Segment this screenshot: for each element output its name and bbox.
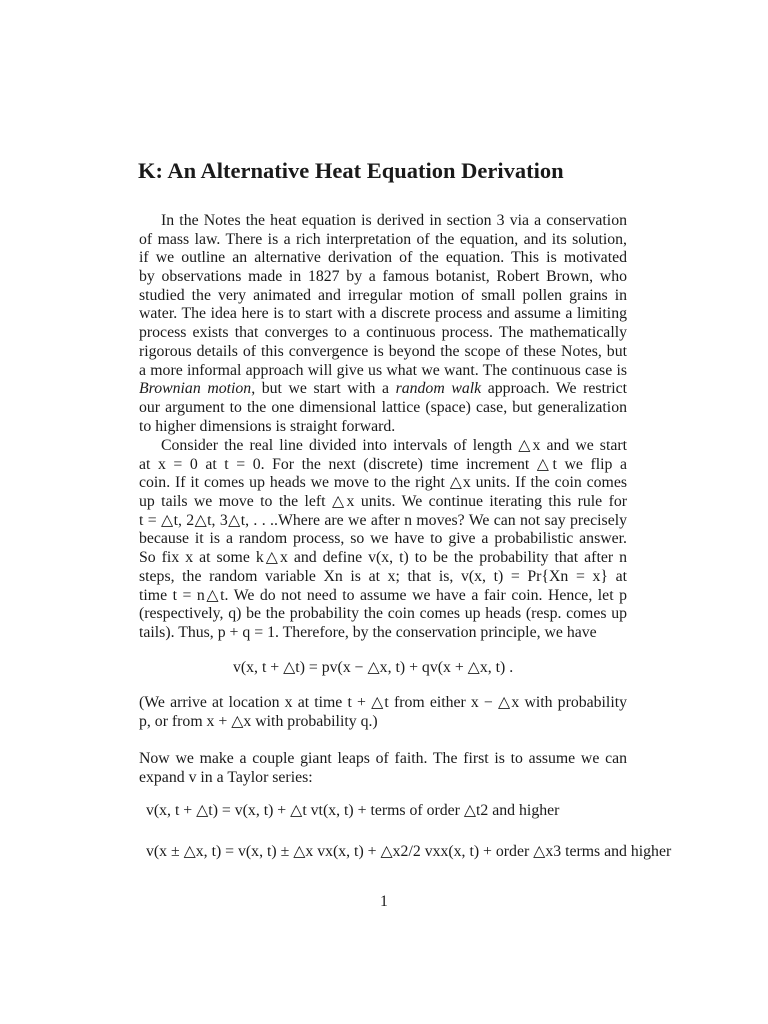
equation-taylor-time: v(x, t + △t) = v(x, t) + △t vt(x, t) + terms of order △t2 and higher <box>146 802 560 819</box>
paragraph-random-walk <box>139 437 627 643</box>
text-line: because it is a random process, so we have to give a probabilistic answer. <box>139 530 627 548</box>
text-line: studied the very animated and irregular motion of small pollen grains in <box>139 286 627 304</box>
text-line: In the Notes the heat equation is derived in section 3 via a conservation <box>161 212 627 229</box>
text-line: at x = 0 at t = 0. For the next (discrete) time increment △t we flip a <box>139 455 627 473</box>
text-line: coin. If it comes up heads we move to the right △x units. If the coin comes <box>139 474 627 492</box>
text-line: (We arrive at location x at time t + △t from either x − △x with probability <box>139 694 627 711</box>
text-line: time t = n△t. We do not need to assume we have a fair coin. Hence, let p <box>139 586 627 604</box>
page-number: 1 <box>380 893 388 910</box>
text-line: to higher dimensions is straight forward. <box>139 417 396 435</box>
text-line: Brownian motion, but we start with a random walk approach. We restrict <box>139 380 628 398</box>
page-title: K: An Alternative Heat Equation Derivation <box>138 158 564 183</box>
text-line: process exists that converges to a continuous process. The mathematically <box>139 324 627 342</box>
text-line: rigorous details of this convergence is beyond the scope of these Notes, but <box>139 342 627 360</box>
text-line: (respectively, q) be the probability the coin comes up heads (resp. comes up <box>139 605 627 623</box>
text-line: by observations made in 1827 by a famous botanist, Robert Brown, who <box>139 268 627 286</box>
text-line: tails). Thus, p + q = 1. Therefore, by the conservation principle, we have <box>139 623 597 641</box>
paragraph-intro <box>139 212 627 436</box>
text-line: Now we make a couple giant leaps of faith. The first is to assume we can <box>139 750 627 767</box>
equation-taylor-space: v(x ± △x, t) = v(x, t) ± △x vx(x, t) + △x2/2 vxx(x, t) + order △x3 terms and higher <box>146 843 672 860</box>
text-line: a more informal approach will give us what we want. The continuous case is <box>139 361 627 379</box>
text-line: Consider the real line divided into intervals of length △x and we start <box>161 437 627 454</box>
text-line: of mass law. There is a rich interpretation of the equation, and its solution, <box>139 230 627 248</box>
text-line: water. The idea here is to start with a discrete process and assume a limiting <box>139 305 627 323</box>
text-line: steps, the random variable Xn is at x; that is, v(x, t) = Pr{Xn = x} at <box>139 567 627 585</box>
text-line: our argument to the one dimensional lattice (space) case, but generalization <box>139 398 627 416</box>
equation-random-walk: v(x, t + △t) = pv(x − △x, t) + qv(x + △x, t) . <box>233 659 514 676</box>
paragraph-arrival <box>139 694 627 731</box>
text-line: up tails we move to the left △x units. We continue iterating this rule for <box>139 493 627 511</box>
text-line: t = △t, 2△t, 3△t, . . ..Where are we after n moves? We can not say precisely <box>139 511 627 529</box>
text-line: expand v in a Taylor series: <box>139 768 313 786</box>
paragraph-taylor <box>139 750 627 787</box>
text-line: if we outline an alternative derivation of the equation. This is motivated <box>139 249 627 267</box>
text-line: So fix x at some k△x and define v(x, t) to be the probability that after n <box>139 549 627 567</box>
text-line: p, or from x + △x with probability q.) <box>139 712 378 730</box>
